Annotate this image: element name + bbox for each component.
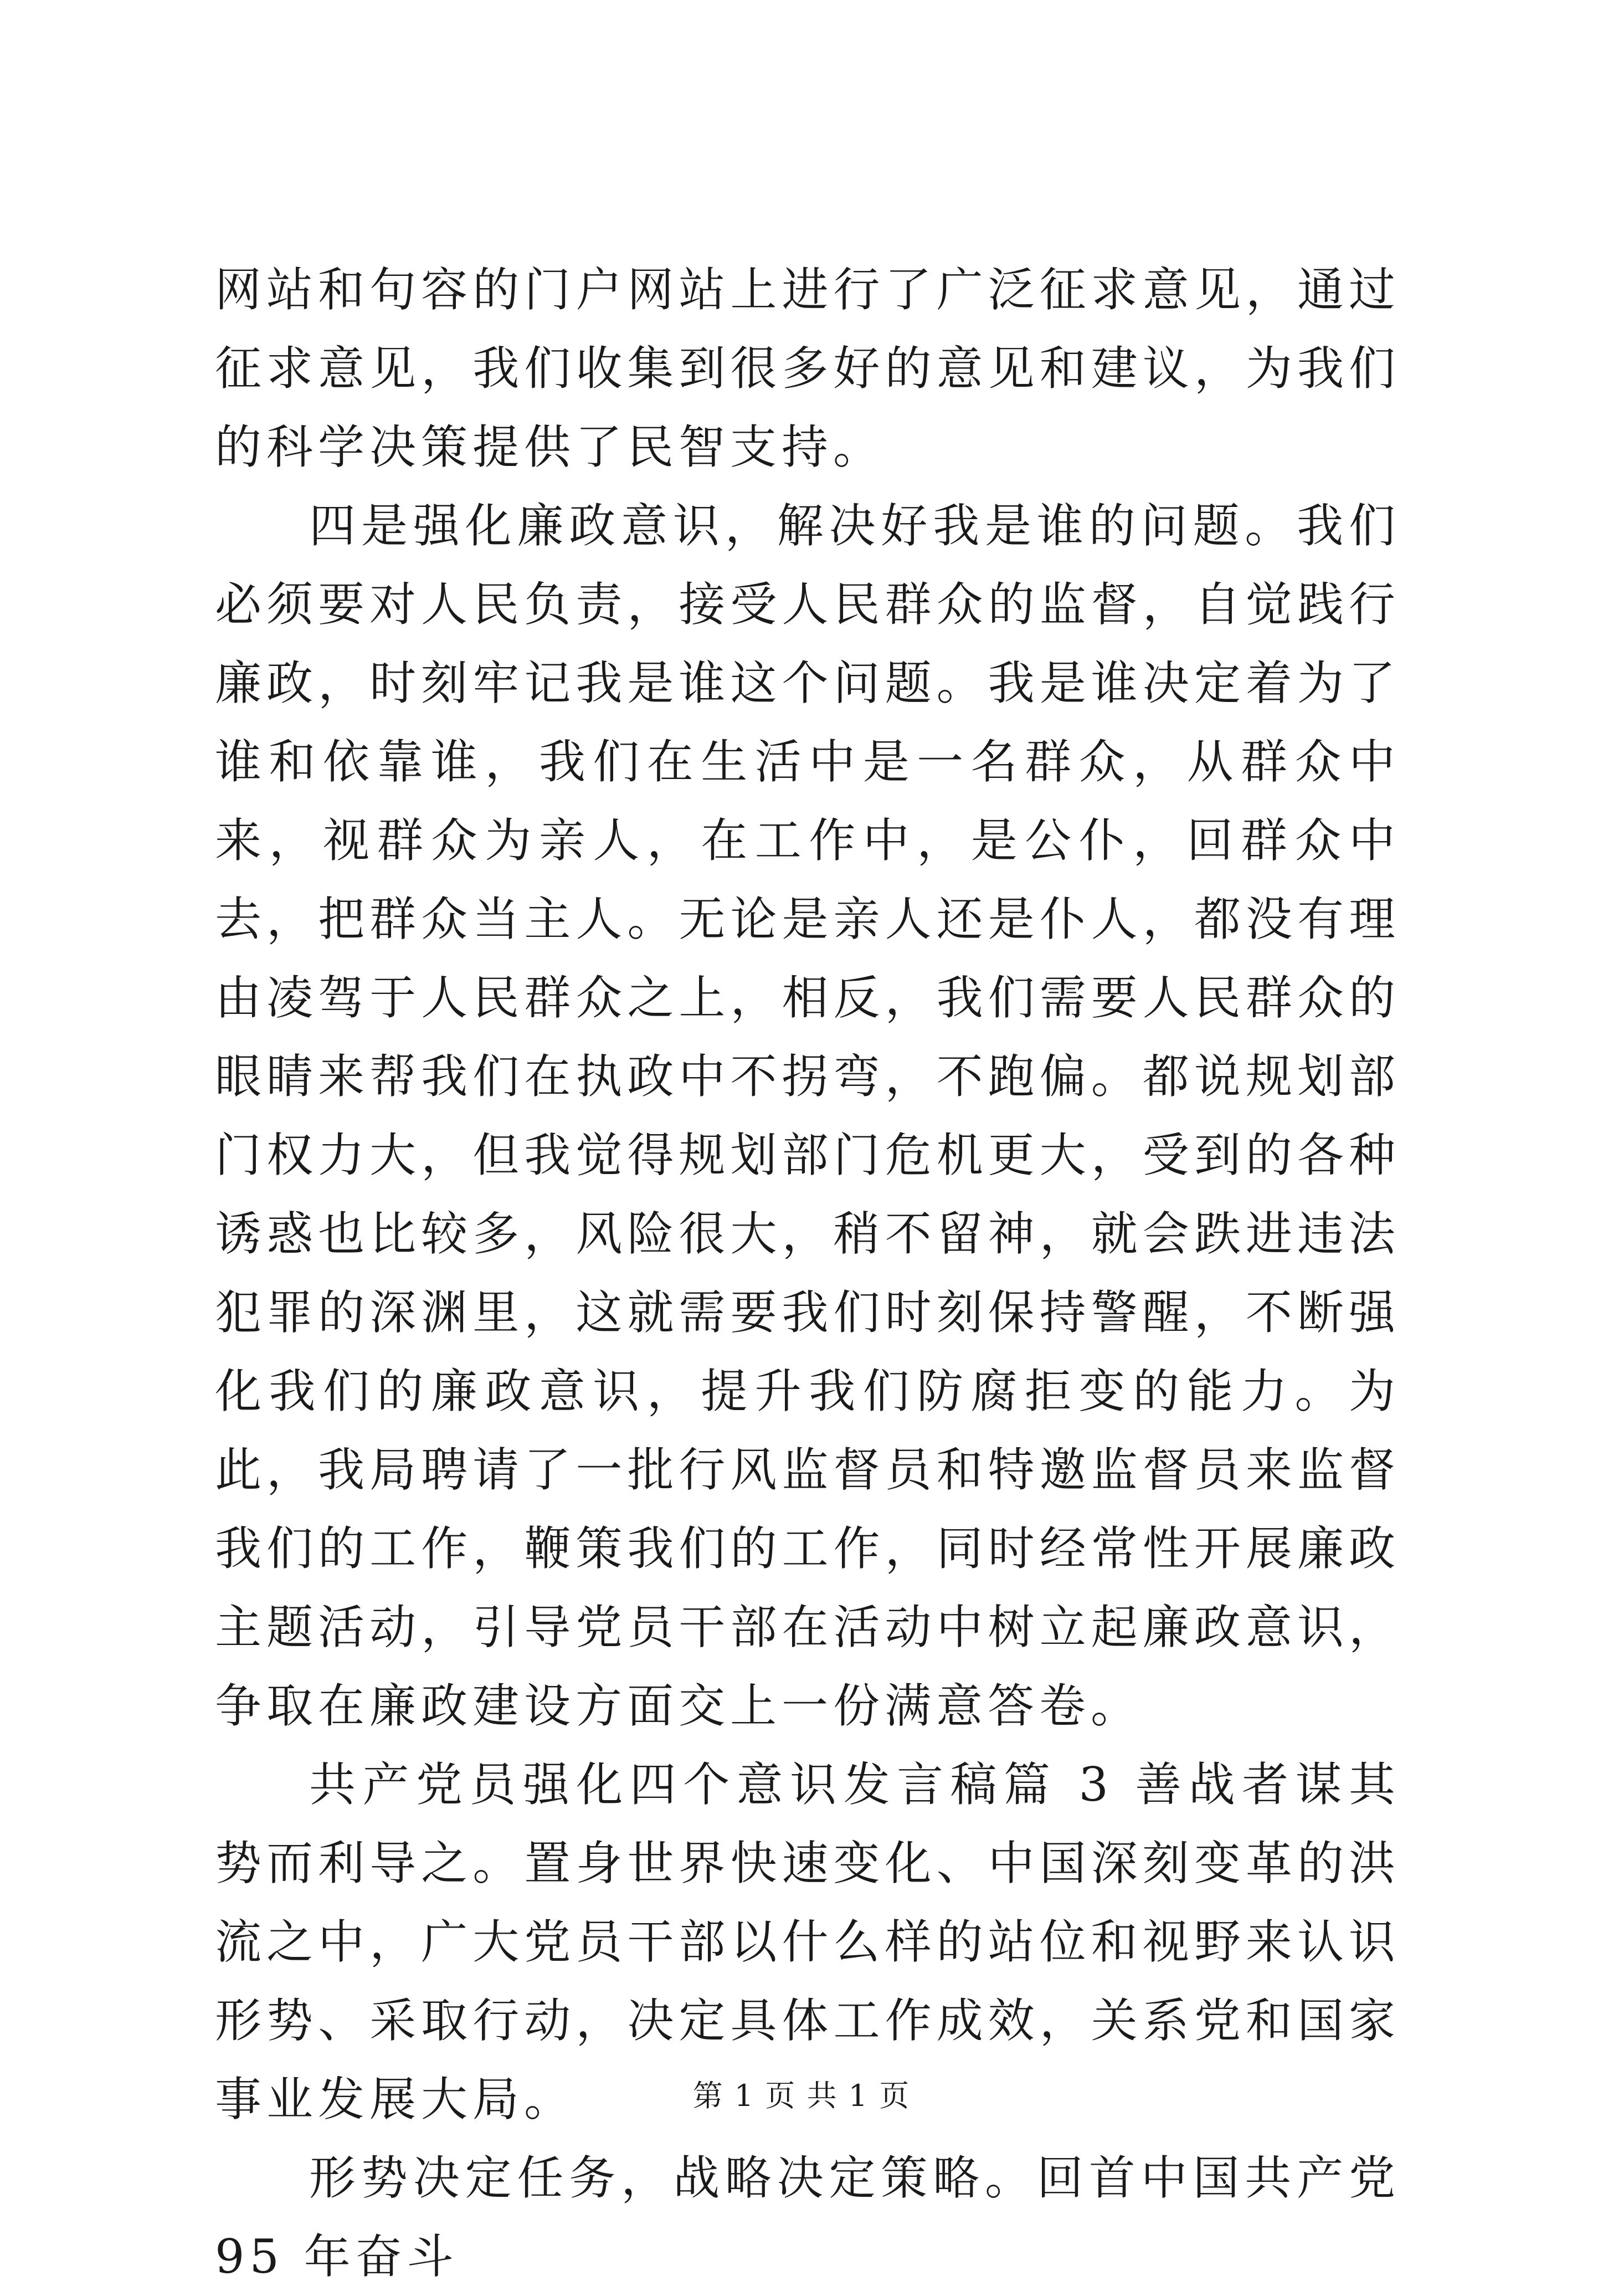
- paragraph-speech-part-3: 共产党员强化四个意识发言稿篇 3 善战者谋其势而利导之。置身世界快速变化、中国深刻变革的洪流之中，广大党员干部以什么样的站位和视野来认识形势、采取行动，决定具体工作成效，关系党和国家事业发展大局。: [215, 1757, 1400, 2126]
- paragraph-continuation: 网站和句容的门户网站上进行了广泛征求意见，通过征求意见，我们收集到很多好的意见和建议，为我们的科学决策提供了民智支持。: [215, 263, 1400, 474]
- paragraph-situation-strategy: 形势决定任务，战略决定策略。回首中国共产党 95 年奋斗: [215, 2151, 1400, 2284]
- paragraph-integrity-awareness: 四是强化廉政意识，解决好我是谁的问题。我们必须要对人民负责，接受人民群众的监督，自觉践行廉政，时刻牢记我是谁这个问题。我是谁决定着为了谁和依靠谁，我们在生活中是一名群众，从群众中来，视群众为亲人，在工作中，是公仆，回群众中去，把群众当主人。无论是亲人还是仆人，都没有理由凌驾于人民群众之上，相反，我们需要人民群众的眼睛来帮我们在执政中不拐弯，不跑偏。都说规划部门权力大，但我觉得规划部门危机更大，受到的各种诱惑也比较多，风险很大，稍不留神，就会跌进违法犯罪的深渊里，这就需要我们时刻保持警醒，不断强化我们的廉政意识，提升我们防腐拒变的能力。为此，我局聘请了一批行风监督员和特邀监督员来监督我们的工作，鞭策我们的工作，同时经常性开展廉政主题活动，引导党员干部在活动中树立起廉政意识，争取在廉政建设方面交上一份满意答卷。: [215, 499, 1400, 1733]
- page-number-footer: 第 1 页 共 1 页: [692, 2078, 911, 2113]
- document-body: [215, 250, 1400, 2296]
